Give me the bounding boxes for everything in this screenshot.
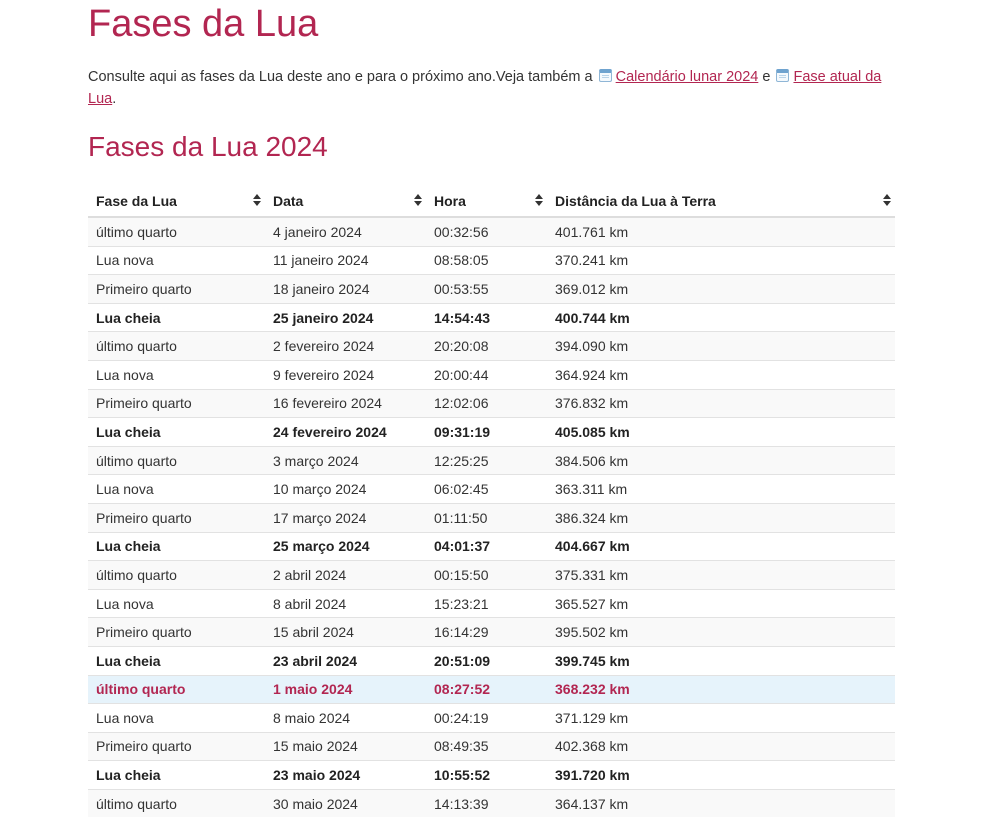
table-row <box>88 761 895 790</box>
cell-hora: 20:00:44 <box>426 360 547 389</box>
cell-distancia: 400.744 km <box>547 303 895 332</box>
cell-fase: Primeiro quarto <box>88 389 265 418</box>
cell-hora: 20:20:08 <box>426 332 547 361</box>
cell-distancia: 376.832 km <box>547 389 895 418</box>
table-row <box>88 589 895 618</box>
table-row <box>88 561 895 590</box>
table-row <box>88 475 895 504</box>
cell-data: 9 fevereiro 2024 <box>265 360 426 389</box>
intro-text: Consulte aqui as fases da Lua deste ano e para o próximo ano.Veja também a <box>88 69 593 85</box>
cell-fase: último quarto <box>88 675 265 704</box>
column-header-label: Fase da Lua <box>96 192 177 209</box>
cell-distancia: 405.085 km <box>547 418 895 447</box>
cell-hora: 10:55:52 <box>426 761 547 790</box>
cell-hora: 20:51:09 <box>426 646 547 675</box>
link-calendario-lunar[interactable]: Calendário lunar 2024 <box>615 69 759 85</box>
cell-hora: 08:27:52 <box>426 675 547 704</box>
cell-fase: Lua cheia <box>88 646 265 675</box>
sort-icon[interactable] <box>535 194 543 206</box>
moon-phases-table <box>88 185 895 817</box>
cell-data: 24 fevereiro 2024 <box>265 418 426 447</box>
intro-between: e <box>762 69 771 85</box>
cell-fase: Primeiro quarto <box>88 275 265 304</box>
column-header-hora[interactable] <box>426 185 547 217</box>
cell-distancia: 365.527 km <box>547 589 895 618</box>
cell-fase: Lua cheia <box>88 303 265 332</box>
table-row <box>88 389 895 418</box>
cell-fase: último quarto <box>88 789 265 817</box>
column-header-label: Data <box>273 192 304 209</box>
cell-distancia: 391.720 km <box>547 761 895 790</box>
cell-data: 23 maio 2024 <box>265 761 426 790</box>
column-header-label: Distância da Lua à Terra <box>555 192 716 209</box>
column-header-data[interactable] <box>265 185 426 217</box>
cell-data: 2 abril 2024 <box>265 561 426 590</box>
cell-data: 4 janeiro 2024 <box>265 217 426 246</box>
cell-fase: último quarto <box>88 561 265 590</box>
table-row <box>88 789 895 817</box>
cell-hora: 14:13:39 <box>426 789 547 817</box>
column-header-label: Hora <box>434 192 466 209</box>
cell-data: 23 abril 2024 <box>265 646 426 675</box>
cell-distancia: 394.090 km <box>547 332 895 361</box>
link-fase-atual[interactable]: Fase atual da Lua <box>88 69 882 107</box>
cell-data: 17 março 2024 <box>265 503 426 532</box>
cell-data: 8 abril 2024 <box>265 589 426 618</box>
cell-hora: 12:02:06 <box>426 389 547 418</box>
cell-hora: 08:49:35 <box>426 732 547 761</box>
cell-distancia: 370.241 km <box>547 246 895 275</box>
table-row <box>88 246 895 275</box>
cell-fase: último quarto <box>88 446 265 475</box>
calendar-icon <box>599 69 612 82</box>
cell-data: 15 maio 2024 <box>265 732 426 761</box>
cell-distancia: 364.137 km <box>547 789 895 817</box>
calendar-icon <box>776 69 789 82</box>
cell-hora: 09:31:19 <box>426 418 547 447</box>
cell-distancia: 364.924 km <box>547 360 895 389</box>
cell-data: 1 maio 2024 <box>265 675 426 704</box>
cell-hora: 15:23:21 <box>426 589 547 618</box>
cell-data: 25 março 2024 <box>265 532 426 561</box>
page-title: Fases da Lua <box>88 3 319 45</box>
cell-distancia: 375.331 km <box>547 561 895 590</box>
table-header-row <box>88 185 895 217</box>
intro-after: . <box>112 91 117 107</box>
cell-data: 8 maio 2024 <box>265 704 426 733</box>
table-row <box>88 446 895 475</box>
sort-icon[interactable] <box>253 194 261 206</box>
table-row <box>88 275 895 304</box>
cell-hora: 14:54:43 <box>426 303 547 332</box>
cell-distancia: 404.667 km <box>547 532 895 561</box>
cell-distancia: 368.232 km <box>547 675 895 704</box>
cell-fase: Primeiro quarto <box>88 618 265 647</box>
cell-hora: 01:11:50 <box>426 503 547 532</box>
cell-fase: último quarto <box>88 217 265 246</box>
cell-distancia: 369.012 km <box>547 275 895 304</box>
sort-icon[interactable] <box>883 194 891 206</box>
table-row <box>88 360 895 389</box>
cell-data: 11 janeiro 2024 <box>265 246 426 275</box>
cell-distancia: 395.502 km <box>547 618 895 647</box>
cell-fase: Primeiro quarto <box>88 503 265 532</box>
table-row <box>88 675 895 704</box>
table-row <box>88 303 895 332</box>
cell-data: 16 fevereiro 2024 <box>265 389 426 418</box>
table-body <box>88 217 895 817</box>
cell-distancia: 371.129 km <box>547 704 895 733</box>
cell-hora: 16:14:29 <box>426 618 547 647</box>
cell-hora: 00:32:56 <box>426 217 547 246</box>
cell-fase: Lua nova <box>88 360 265 389</box>
section-title: Fases da Lua 2024 <box>88 131 328 162</box>
cell-data: 15 abril 2024 <box>265 618 426 647</box>
table-row <box>88 618 895 647</box>
table-row <box>88 532 895 561</box>
cell-fase: Primeiro quarto <box>88 732 265 761</box>
cell-hora: 00:53:55 <box>426 275 547 304</box>
cell-distancia: 386.324 km <box>547 503 895 532</box>
cell-hora: 00:24:19 <box>426 704 547 733</box>
cell-fase: Lua nova <box>88 475 265 504</box>
sort-icon[interactable] <box>414 194 422 206</box>
column-header-distancia[interactable] <box>547 185 895 217</box>
cell-fase: Lua nova <box>88 589 265 618</box>
cell-data: 10 março 2024 <box>265 475 426 504</box>
cell-hora: 00:15:50 <box>426 561 547 590</box>
cell-fase: Lua nova <box>88 704 265 733</box>
cell-fase: último quarto <box>88 332 265 361</box>
column-header-fase[interactable] <box>88 185 265 217</box>
cell-fase: Lua nova <box>88 246 265 275</box>
table-row <box>88 217 895 246</box>
cell-fase: Lua cheia <box>88 532 265 561</box>
cell-distancia: 401.761 km <box>547 217 895 246</box>
cell-hora: 08:58:05 <box>426 246 547 275</box>
cell-hora: 12:25:25 <box>426 446 547 475</box>
cell-distancia: 384.506 km <box>547 446 895 475</box>
table-row <box>88 646 895 675</box>
cell-hora: 04:01:37 <box>426 532 547 561</box>
cell-data: 30 maio 2024 <box>265 789 426 817</box>
intro-paragraph <box>88 66 895 110</box>
cell-data: 25 janeiro 2024 <box>265 303 426 332</box>
cell-data: 2 fevereiro 2024 <box>265 332 426 361</box>
table-row <box>88 332 895 361</box>
cell-distancia: 399.745 km <box>547 646 895 675</box>
cell-data: 3 março 2024 <box>265 446 426 475</box>
table-row <box>88 418 895 447</box>
cell-distancia: 363.311 km <box>547 475 895 504</box>
cell-distancia: 402.368 km <box>547 732 895 761</box>
cell-fase: Lua cheia <box>88 761 265 790</box>
table-row <box>88 503 895 532</box>
page-content <box>88 0 895 812</box>
cell-fase: Lua cheia <box>88 418 265 447</box>
table-row <box>88 732 895 761</box>
cell-data: 18 janeiro 2024 <box>265 275 426 304</box>
table-row <box>88 704 895 733</box>
cell-hora: 06:02:45 <box>426 475 547 504</box>
